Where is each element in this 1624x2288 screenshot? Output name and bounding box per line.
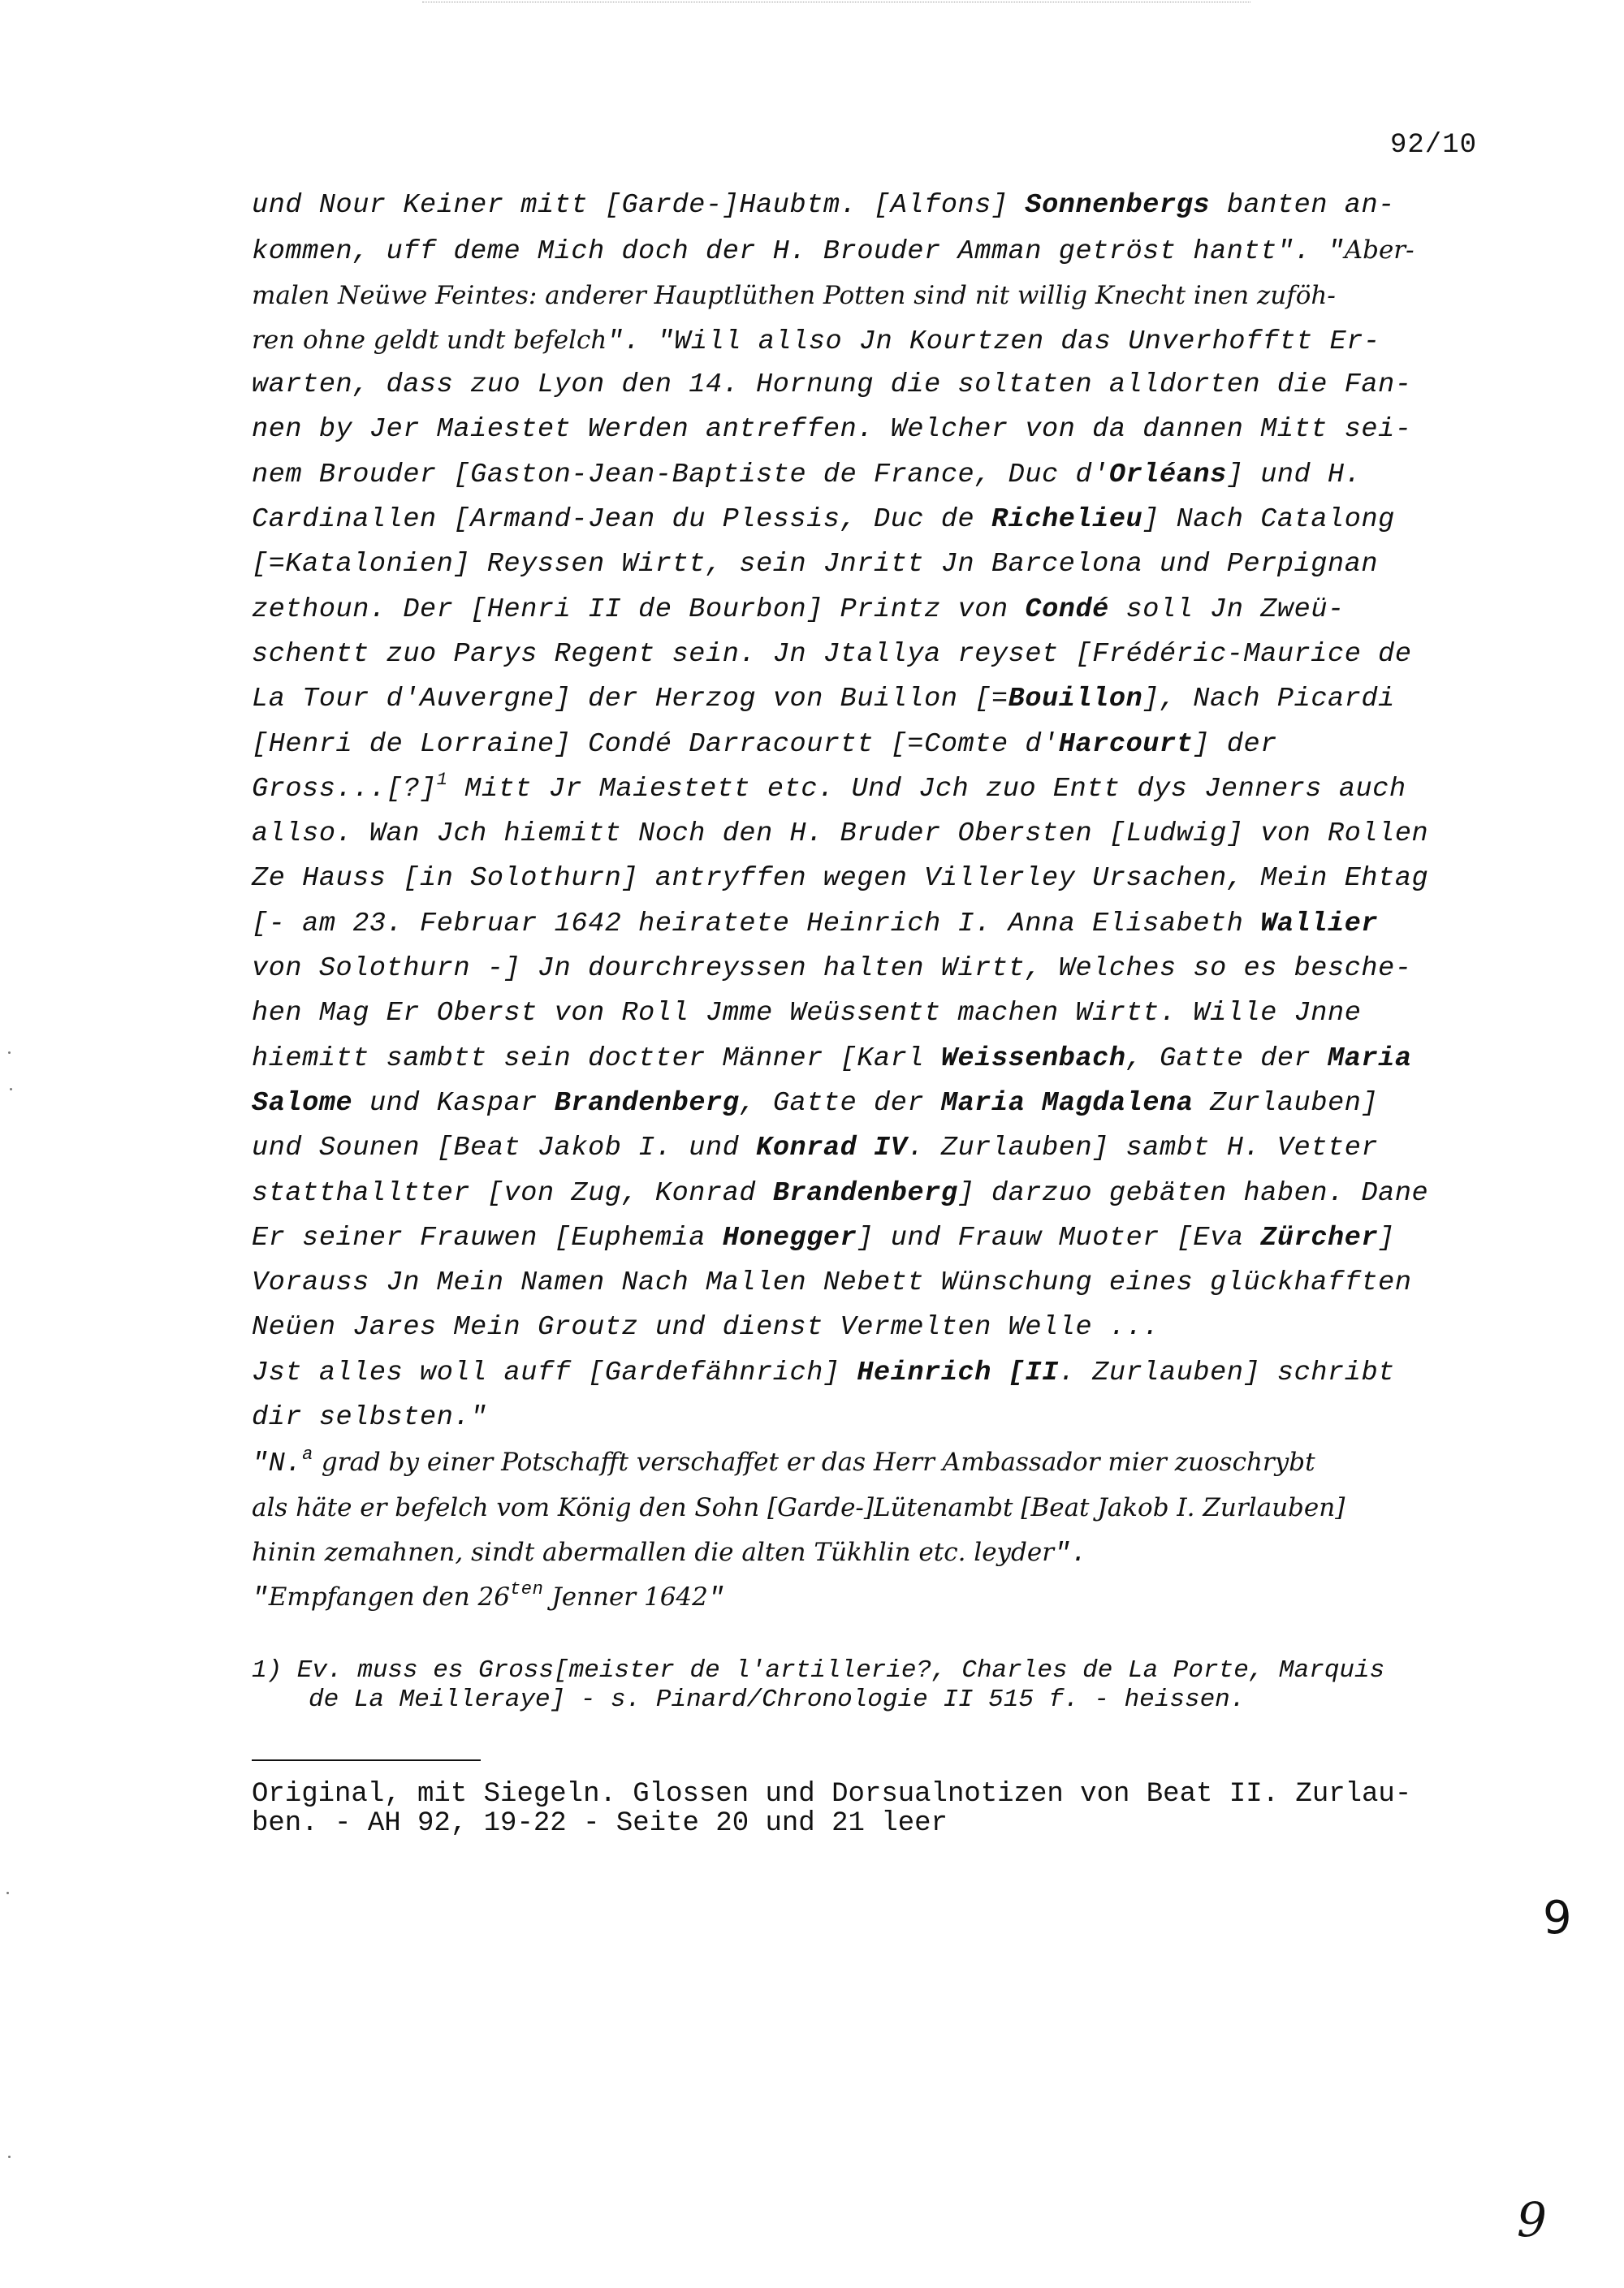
text-line	[252, 1172, 1506, 1216]
scan-speck	[10, 1088, 12, 1090]
text-line	[252, 318, 1506, 363]
text-line	[252, 1081, 1506, 1126]
superscript: ten	[509, 1579, 544, 1600]
bold-name: Maria Magdalena	[940, 1087, 1194, 1119]
text-run: hen Mag Er Oberst von Roll Jmme Weüssentt machen Wirtt. Wille Jnne	[252, 998, 1362, 1030]
text-line	[252, 1126, 1506, 1171]
text-line	[252, 1351, 1506, 1396]
text-line	[252, 408, 1506, 452]
bold-name: Brandenberg	[772, 1177, 958, 1209]
text-run: von Solothurn -] Jn dourchreyssen halten Wirtt, Welches so es besche-	[252, 953, 1412, 985]
bold-name: Zürcher	[1260, 1222, 1379, 1254]
text-run: hiemitt sambtt sein doctter Männer [Karl	[252, 1043, 941, 1074]
text-run: [- am 23. Februar 1642 heiratete Heinrich I. Anna Elisabeth	[252, 908, 1261, 939]
bold-name: Bouillon	[1008, 684, 1143, 715]
text-line	[252, 632, 1506, 677]
handwritten-corner-mark: 9	[1517, 2192, 1547, 2247]
text-run: , Gatte der	[739, 1087, 941, 1119]
bold-name: Maria	[1328, 1043, 1412, 1074]
scan-speck	[6, 1892, 9, 1894]
text-run: ] darzuo gebäten haben. Dane	[957, 1177, 1429, 1209]
text-run: La Tour d'Auvergne] der Herzog von Buillon [=	[252, 684, 1009, 715]
quoted-original-text: hinin zemahnen, sindt abermallen die alten Tükhlin etc. leyder	[252, 1537, 1055, 1567]
text-run: ] und H.	[1226, 459, 1362, 490]
text-run: ], Nach Picardi	[1142, 684, 1395, 715]
quoted-original-text: Aber-	[1344, 235, 1415, 265]
text-run: warten, dass zuo Lyon den 14. Hornung die soltaten alldorten die Fan-	[252, 369, 1412, 401]
handwritten-folio-number: 9	[1543, 1892, 1572, 1945]
text-line	[252, 1530, 1506, 1575]
bold-name: Condé	[1025, 594, 1109, 625]
text-run: "	[707, 1583, 725, 1615]
text-line	[252, 1396, 1506, 1440]
text-line	[252, 1440, 1506, 1485]
bold-name: Heinrich [II	[857, 1357, 1059, 1388]
text-line	[252, 228, 1506, 273]
text-run: ] Nach Catalong	[1142, 504, 1395, 536]
bold-name: Orléans	[1108, 459, 1227, 490]
text-run: [Henri de Lorraine] Condé Darracourtt [=Comte d'	[252, 728, 1059, 760]
text-run: Zurlauben]	[1193, 1087, 1379, 1119]
text-run: kommen, uff deme Mich doch der H. Brouder Amman getröst hantt". "	[252, 236, 1345, 268]
text-run: Ze Hauss [in Solothurn] antryffen wegen Villerley Ursachen, Mein Ehtag	[252, 863, 1429, 895]
text-run: banten an-	[1210, 190, 1395, 221]
text-line	[252, 274, 1506, 318]
text-line	[252, 1575, 1506, 1620]
text-line	[252, 498, 1506, 542]
text-line	[252, 1216, 1506, 1261]
text-line	[252, 1037, 1506, 1081]
quoted-original-text: Empfangen den 26	[268, 1582, 510, 1612]
quoted-original-text: grad by einer Potschafft verschaffet er das Herr Ambassador mier zuoschrybt	[313, 1448, 1315, 1478]
bold-name: Konrad IV	[756, 1133, 908, 1164]
text-run: Neüen Jares Mein Groutz und dienst Vermelten Welle ...	[252, 1312, 1160, 1344]
text-line	[252, 542, 1506, 587]
text-line	[252, 588, 1506, 632]
text-run: Gross...[?]	[252, 773, 437, 805]
text-line	[252, 947, 1506, 991]
text-line	[252, 1261, 1506, 1306]
text-run: schentt zuo Parys Regent sein. Jn Jtallya reyset [Frédéric-Maurice de	[252, 638, 1412, 670]
text-run: ".	[1054, 1538, 1088, 1569]
text-run: ] der	[1193, 728, 1277, 760]
text-line	[252, 857, 1506, 901]
text-line	[252, 363, 1506, 408]
text-run: . Zurlauben] sambt H. Vetter	[907, 1133, 1379, 1164]
text-line	[252, 677, 1506, 722]
footnote	[252, 1656, 1518, 1715]
text-run: nen by Jer Maiestet Werden antreffen. Welcher von da dannen Mitt sei-	[252, 414, 1412, 446]
text-line	[252, 1486, 1506, 1530]
text-run: Er seiner Frauwen [Euphemia	[252, 1222, 723, 1254]
text-line	[252, 723, 1506, 767]
bold-name: Brandenberg	[554, 1087, 740, 1119]
source-note-line: Original, mit Siegeln. Glossen und Dorsualnotizen von Beat II. Zurlau-	[252, 1779, 1412, 1810]
text-run: zethoun. Der [Henri II de Bourbon] Printz von	[252, 594, 1026, 625]
text-run: ". "Will allso Jn Kourtzen das Unverhofftt Er-	[607, 326, 1380, 357]
text-run: "N.	[252, 1448, 303, 1480]
superscript: a	[302, 1444, 313, 1466]
text-run: und Nour Keiner mitt [Garde-]Haubtm. [Alfons]	[252, 190, 1026, 221]
bold-name: Weissenbach	[940, 1043, 1126, 1074]
quoted-original-text: als häte er befelch vom König den Sohn [Garde-]Lütenambt [Beat Jakob I. Zurlauben]	[252, 1492, 1345, 1522]
text-run: dir selbsten."	[252, 1402, 487, 1434]
text-line	[252, 812, 1506, 857]
text-run: statthalltter [von Zug, Konrad	[252, 1177, 773, 1209]
text-run: und Kaspar	[352, 1087, 555, 1119]
footnote-line: 1) Ev. muss es Gross[meister de l'artillerie?, Charles de La Porte, Marquis	[252, 1656, 1385, 1685]
superscript: 1	[436, 769, 448, 790]
text-line	[252, 991, 1506, 1036]
bold-name: Richelieu	[991, 504, 1143, 536]
footnote-rule	[252, 1759, 481, 1761]
text-run: soll Jn Zweü-	[1108, 594, 1345, 625]
text-run: "	[252, 1583, 269, 1615]
text-run: nem Brouder [Gaston-Jean-Baptiste de France, Duc d'	[252, 459, 1109, 490]
bold-name: Wallier	[1260, 908, 1379, 939]
text-run: ]	[1378, 1222, 1395, 1254]
text-run: , Gatte der	[1125, 1043, 1328, 1074]
bold-name: Honegger	[722, 1222, 857, 1254]
quoted-original-text: ren ohne geldt undt befelch	[252, 325, 607, 355]
text-run: Mitt Jr Maiestett etc. Und Jch zuo Entt dys Jenners auch	[447, 773, 1406, 805]
scan-speck	[8, 2156, 11, 2158]
text-line	[252, 767, 1506, 812]
text-run: Jst alles woll auff [Gardefähnrich]	[252, 1357, 857, 1388]
text-line	[252, 902, 1506, 947]
text-run: [=Katalonien] Reyssen Wirtt, sein Jnritt Jn Barcelona und Perpignan	[252, 549, 1379, 581]
text-run: . Zurlauben] schribt	[1058, 1357, 1395, 1388]
text-run: Vorauss Jn Mein Namen Nach Mallen Nebett Wünschung eines glückhafften	[252, 1267, 1412, 1299]
quoted-original-text: Jenner 1642	[543, 1582, 708, 1612]
scan-speck	[8, 1051, 11, 1054]
bold-name: Sonnenbergs	[1025, 190, 1211, 221]
text-run: allso. Wan Jch hiemitt Noch den H. Bruder Obersten [Ludwig] von Rollen	[252, 818, 1429, 850]
source-note-line: ben. - AH 92, 19-22 - Seite 20 und 21 leer	[252, 1808, 948, 1839]
text-run: ] und Frauw Muoter [Eva	[857, 1222, 1261, 1254]
source-note	[252, 1780, 1411, 1838]
text-run: Cardinallen [Armand-Jean du Plessis, Duc de	[252, 504, 991, 536]
bold-name: Salome	[252, 1087, 353, 1119]
text-line	[252, 183, 1506, 228]
letter-transcription	[252, 183, 1506, 1621]
bold-name: Harcourt	[1058, 728, 1194, 760]
text-line	[252, 1306, 1506, 1350]
page-number: 92/10	[1390, 130, 1478, 161]
quoted-original-text: malen Neüwe Feintes: anderer Hauptlüthen Potten sind nit willig Knecht inen zuföh-	[252, 280, 1336, 310]
footnote-line: de La Meilleraye] - s. Pinard/Chronologie II 515 f. - heissen.	[309, 1686, 1246, 1714]
text-run: und Sounen [Beat Jakob I. und	[252, 1133, 757, 1164]
text-line	[252, 453, 1506, 498]
